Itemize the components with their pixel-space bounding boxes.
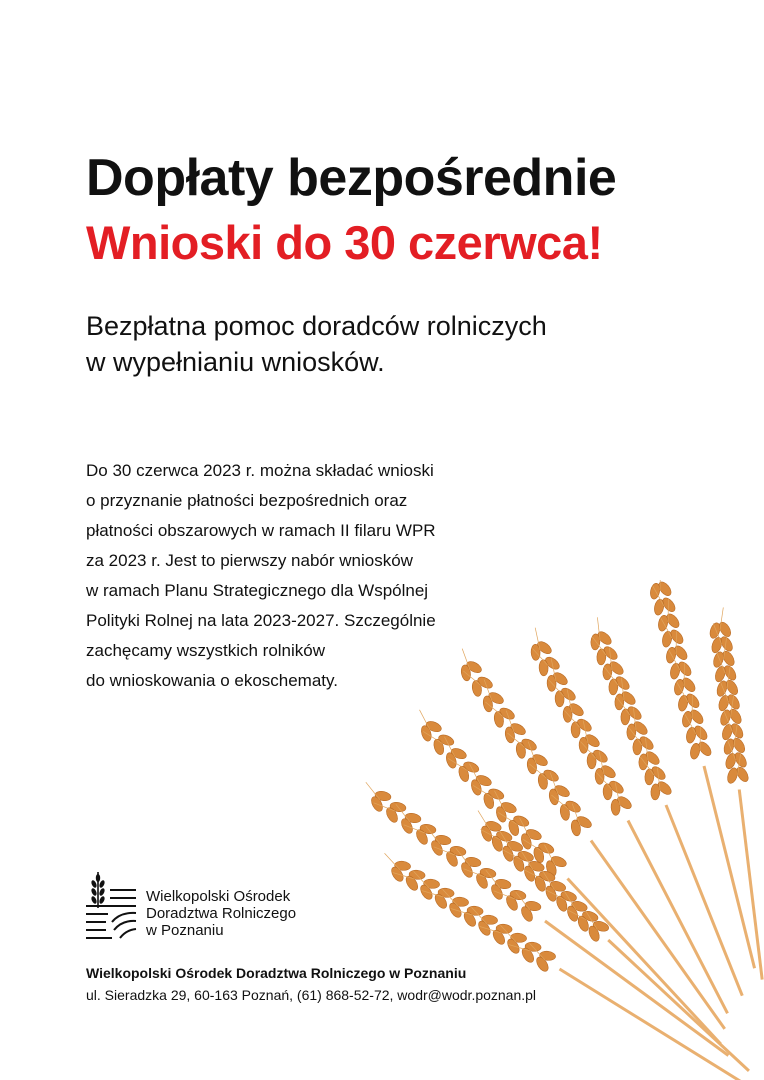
wheat-ear (708, 607, 762, 979)
body-line: do wnioskowania o ekoschematy. (86, 671, 338, 690)
body-line: zachęcamy wszystkich rolników (86, 641, 326, 660)
body-line: o przyznanie płatności bezpośrednich oraz (86, 491, 408, 510)
logo-line: Doradztwa Rolniczego (146, 905, 297, 922)
logo-wordmark (146, 888, 296, 939)
deadline-headline: Wnioski do 30 czerwca! (86, 216, 603, 269)
logo-line: w Poznaniu (146, 922, 224, 939)
lead-line: Bezpłatna pomoc doradców rolniczych (86, 311, 547, 341)
body-line: Do 30 czerwca 2023 r. można składać wnioski (86, 461, 434, 480)
wheat-field-icon (84, 868, 140, 944)
body-line: za 2023 r. Jest to pierwszy nabór wniosków (86, 551, 413, 570)
page-title: Dopłaty bezpośrednie (86, 149, 617, 207)
contact-footer (86, 962, 536, 1006)
logo-line: Wielkopolski Ośrodek (146, 888, 291, 905)
organization-name: Wielkopolski Ośrodek Doradztwa Rolniczego w Poznaniu (86, 965, 467, 981)
organization-logo (84, 868, 324, 948)
body-line: Polityki Rolnej na lata 2023-2027. Szczególnie (86, 611, 436, 630)
lead-paragraph (86, 308, 547, 380)
body-line: płatności obszarowych w ramach II filaru WPR (86, 521, 436, 540)
body-line: w ramach Planu Strategicznego dla Wspólnej (86, 581, 429, 600)
contact-address: ul. Sieradzka 29, 60-163 Poznań, (61) 868-52-72, wodr@wodr.poznan.pl (86, 987, 537, 1003)
lead-line: w wypełnianiu wniosków. (86, 347, 385, 377)
